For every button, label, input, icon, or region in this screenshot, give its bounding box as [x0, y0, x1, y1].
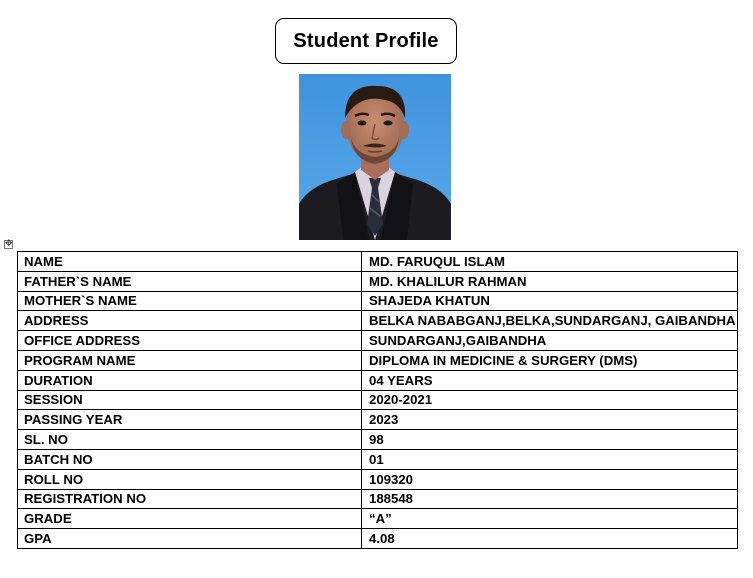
row-label: SESSION	[18, 390, 362, 410]
row-label: MOTHER`S NAME	[18, 291, 362, 311]
table-row	[18, 311, 738, 331]
page-title: Student Profile	[275, 18, 457, 64]
table-row	[18, 350, 738, 370]
table-move-handle-icon[interactable]: ✥	[5, 239, 13, 249]
profile-table	[17, 251, 738, 549]
table-row	[18, 370, 738, 390]
row-value: SUNDARGANJ,GAIBANDHA	[362, 331, 738, 351]
row-label: OFFICE ADDRESS	[18, 331, 362, 351]
row-label: ADDRESS	[18, 311, 362, 331]
row-label: NAME	[18, 252, 362, 272]
student-photo	[299, 74, 451, 240]
row-label: DURATION	[18, 370, 362, 390]
row-value: DIPLOMA IN MEDICINE & SURGERY (DMS)	[362, 350, 738, 370]
row-value: “A”	[362, 509, 738, 529]
table-row	[18, 509, 738, 529]
table-row	[18, 271, 738, 291]
row-value: 109320	[362, 469, 738, 489]
row-value: MD. KHALILUR RAHMAN	[362, 271, 738, 291]
table-row	[18, 489, 738, 509]
row-label: SL. NO	[18, 430, 362, 450]
table-row	[18, 291, 738, 311]
table-row	[18, 449, 738, 469]
row-value: 2023	[362, 410, 738, 430]
row-label: FATHER`S NAME	[18, 271, 362, 291]
row-label: REGISTRATION NO	[18, 489, 362, 509]
row-label: BATCH NO	[18, 449, 362, 469]
row-value: 188548	[362, 489, 738, 509]
row-value: 01	[362, 449, 738, 469]
row-value: 98	[362, 430, 738, 450]
row-label: GRADE	[18, 509, 362, 529]
table-row	[18, 430, 738, 450]
row-value: BELKA NABABGANJ,BELKA,SUNDARGANJ, GAIBANDHA	[362, 311, 738, 331]
row-value: 04 YEARS	[362, 370, 738, 390]
row-label: GPA	[18, 529, 362, 549]
row-label: PASSING YEAR	[18, 410, 362, 430]
table-row	[18, 252, 738, 272]
row-label: ROLL NO	[18, 469, 362, 489]
row-value: MD. FARUQUL ISLAM	[362, 252, 738, 272]
table-row	[18, 390, 738, 410]
table-row	[18, 469, 738, 489]
table-row	[18, 331, 738, 351]
table-row	[18, 410, 738, 430]
row-label: PROGRAM NAME	[18, 350, 362, 370]
row-value: 4.08	[362, 529, 738, 549]
table-row	[18, 529, 738, 549]
row-value: SHAJEDA KHATUN	[362, 291, 738, 311]
row-value: 2020-2021	[362, 390, 738, 410]
